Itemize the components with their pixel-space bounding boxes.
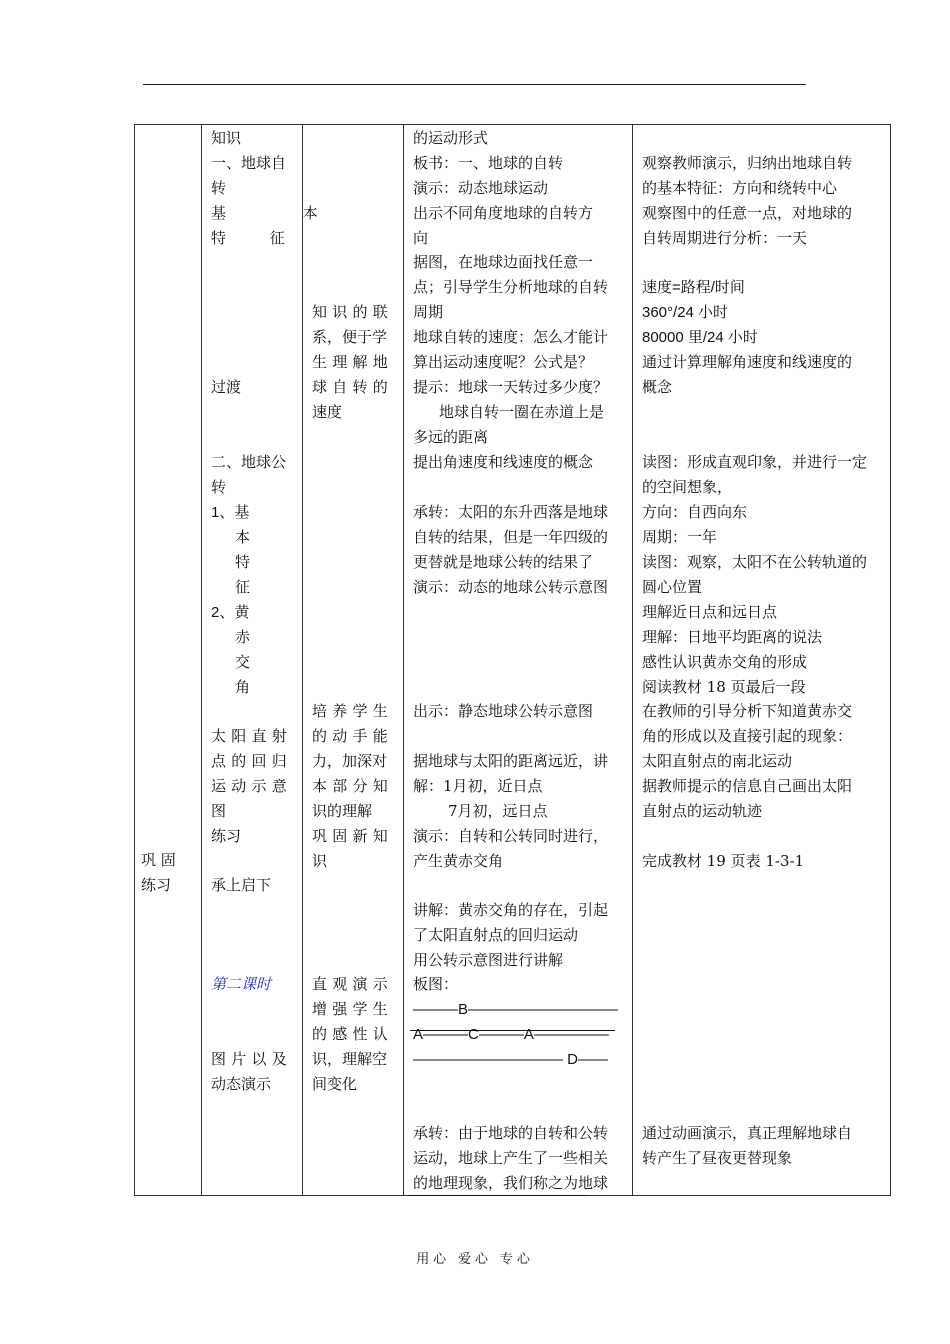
teacher-line: 点；引导学生分析地球的自转 bbox=[413, 278, 609, 296]
content-line: 转 bbox=[211, 179, 227, 197]
student-line: 转产生了昼夜更替现象 bbox=[642, 1149, 793, 1167]
content-line: 点的回归 bbox=[211, 752, 293, 770]
content-line: 1、基 bbox=[211, 504, 250, 521]
purpose-line: 识的理解 bbox=[312, 802, 373, 820]
purpose-line: 识 bbox=[312, 852, 328, 870]
teacher-line: 的运动形式 bbox=[413, 129, 489, 147]
student-line: 通过计算理解角速度和线速度的 bbox=[642, 353, 853, 371]
teacher-line: 地球自转的速度：怎么才能计 bbox=[413, 328, 609, 346]
student-line: 据教师提示的信息自己画出太阳 bbox=[642, 777, 853, 795]
teacher-line: 的地理现象，我们称之为地球 bbox=[413, 1174, 609, 1192]
student-line: 读图：观察，太阳不在公转轨道的 bbox=[642, 553, 868, 571]
board-diagram-rule bbox=[410, 1030, 615, 1031]
purpose-line: 速度 bbox=[312, 403, 343, 421]
purpose-line: 增强学生 bbox=[312, 1000, 394, 1018]
teacher-line: 7月初，远日点 bbox=[448, 802, 548, 820]
purpose-line: 的感性认 bbox=[312, 1025, 394, 1043]
board-diagram-line: —————————— D—— bbox=[413, 1051, 608, 1068]
teacher-line: 据地球与太阳的距离远近，讲 bbox=[413, 752, 609, 770]
content-line: 图片以及 bbox=[211, 1050, 293, 1068]
teacher-line: 向 bbox=[413, 229, 429, 247]
bottom-rule bbox=[408, 1195, 586, 1196]
teacher-line: 提出角速度和线速度的概念 bbox=[413, 453, 594, 471]
teacher-line: 出示不同角度地球的自转方 bbox=[413, 204, 594, 222]
teacher-line: 产生黄赤交角 bbox=[413, 852, 504, 870]
purpose-line: 识，理解空 bbox=[312, 1050, 388, 1068]
lesson-two-label: 第二课时 bbox=[211, 975, 272, 993]
student-line: 在教师的引导分析下知道黄赤交 bbox=[642, 702, 853, 720]
student-line: 阅读教材 18 页最后一段 bbox=[642, 678, 806, 696]
student-line: 的空间想象， bbox=[642, 478, 733, 496]
content-line: 练习 bbox=[211, 827, 242, 845]
purpose-line: 知识的联 bbox=[312, 303, 394, 321]
content-line: 特 bbox=[235, 553, 251, 571]
student-line: 通过动画演示，真正理解地球自 bbox=[642, 1124, 853, 1142]
student-line: 角的形成以及直接引起的现象： bbox=[642, 727, 853, 745]
student-line: 360°/24 小时 bbox=[642, 304, 729, 321]
teacher-line: 讲解：黄赤交角的存在，引起 bbox=[413, 901, 609, 919]
lesson-plan-table bbox=[134, 124, 891, 1196]
purpose-line: 生理解地 bbox=[312, 353, 394, 371]
purpose-line: 系，便于学 bbox=[312, 328, 388, 346]
student-line: 感性认识黄赤交角的形成 bbox=[642, 653, 808, 671]
content-line: 2、黄 bbox=[211, 604, 250, 621]
teacher-line: 了太阳直射点的回归运动 bbox=[413, 926, 579, 944]
teacher-line: 板书：一、地球的自转 bbox=[413, 154, 564, 172]
purpose-line: 力，加深对 bbox=[312, 752, 388, 770]
student-line: 观察教师演示，归纳出地球自转 bbox=[642, 154, 853, 172]
stage-column bbox=[135, 125, 202, 1196]
student-line: 理解：日地平均距离的说法 bbox=[642, 628, 823, 646]
teacher-line: 算出运动速度呢？公式是？ bbox=[413, 353, 594, 371]
teacher-line: 板图： bbox=[413, 975, 459, 993]
teacher-line: 用公转示意图进行讲解 bbox=[413, 951, 564, 969]
student-activity-column bbox=[633, 125, 891, 1196]
teacher-line: 多远的距离 bbox=[413, 428, 489, 446]
teacher-line: 演示：自转和公转同时进行， bbox=[413, 827, 609, 845]
teacher-line: 运动，地球上产生了一些相关 bbox=[413, 1149, 609, 1167]
header-rule bbox=[143, 84, 806, 85]
content-line: 运动示意 bbox=[211, 777, 293, 795]
stage-label: 巩 固 bbox=[141, 851, 176, 869]
teacher-line: 周期 bbox=[413, 303, 444, 321]
teacher-line: 出示：静态地球公转示意图 bbox=[413, 702, 594, 720]
teacher-line: 承转：太阳的东升西落是地球 bbox=[413, 503, 609, 521]
student-line: 方向：自西向东 bbox=[642, 503, 748, 521]
purpose-line: 培养学生 bbox=[312, 702, 394, 720]
student-line: 80000 里/24 小时 bbox=[642, 329, 758, 346]
teacher-line: 自转的结果，但是一年四级的 bbox=[413, 528, 609, 546]
student-line: 周期：一年 bbox=[642, 528, 718, 546]
content-line: 特 征 bbox=[211, 229, 305, 247]
content-line: 赤 bbox=[235, 628, 251, 646]
purpose-line: 本部分知 bbox=[312, 777, 394, 795]
stage-label: 练习 bbox=[141, 876, 172, 894]
content-line: 动态演示 bbox=[211, 1075, 272, 1093]
student-line: 的基本特征：方向和绕转中心 bbox=[642, 179, 838, 197]
teacher-activity-column bbox=[404, 125, 633, 1196]
content-line: 征 bbox=[235, 578, 251, 596]
student-line: 太阳直射点的南北运动 bbox=[642, 752, 793, 770]
teacher-line: 更替就是地球公转的结果了 bbox=[413, 553, 594, 571]
student-line: 观察图中的任意一点，对地球的 bbox=[642, 204, 853, 222]
student-line: 自转周期进行分析：一天 bbox=[642, 229, 808, 247]
content-line: 一、地球自 bbox=[211, 154, 287, 172]
student-line: 概念 bbox=[642, 378, 673, 396]
purpose-line: 的动手能 bbox=[312, 727, 394, 745]
content-line: 基 本 bbox=[211, 204, 354, 222]
content-line: 过渡 bbox=[211, 378, 242, 396]
teacher-line: 据图，在地球边面找任意一 bbox=[413, 253, 594, 271]
content-line: 太阳直射 bbox=[211, 727, 293, 745]
student-line: 直射点的运动轨迹 bbox=[642, 802, 763, 820]
purpose-column bbox=[303, 125, 404, 1196]
table-row bbox=[135, 125, 891, 1196]
student-line: 完成教材 19 页表 1-3-1 bbox=[642, 852, 805, 870]
teacher-line: 承转：由于地球的自转和公转 bbox=[413, 1124, 609, 1142]
teacher-line: 解：1月初，近日点 bbox=[413, 777, 543, 795]
teacher-line: 演示：动态地球运动 bbox=[413, 179, 549, 197]
purpose-line: 球自转的 bbox=[312, 378, 394, 396]
board-diagram-line: A———C———A————— bbox=[413, 1026, 609, 1043]
content-line: 二、地球公 bbox=[211, 453, 287, 471]
purpose-line: 直观演示 bbox=[312, 975, 394, 993]
content-line: 图 bbox=[211, 802, 227, 820]
teacher-line: 演示：动态的地球公转示意图 bbox=[413, 578, 609, 596]
content-line: 本 bbox=[235, 528, 251, 546]
teacher-line: 地球自转一圈在赤道上是 bbox=[439, 403, 605, 421]
student-line: 圆心位置 bbox=[642, 578, 703, 596]
content-line: 知识 bbox=[211, 129, 242, 147]
purpose-line: 巩固新知 bbox=[312, 827, 394, 845]
content-line: 承上启下 bbox=[211, 876, 272, 894]
content-line: 交 bbox=[235, 653, 251, 671]
content-line: 角 bbox=[235, 678, 251, 696]
student-line: 速度=路程/时间 bbox=[642, 279, 745, 296]
purpose-line: 间变化 bbox=[312, 1075, 358, 1093]
content-line: 转 bbox=[211, 478, 227, 496]
student-line: 理解近日点和远日点 bbox=[642, 603, 778, 621]
page-footer: 用心 爱心 专心 bbox=[416, 1252, 534, 1267]
board-diagram-line: ———B—————————— bbox=[413, 1001, 619, 1018]
student-line: 读图：形成直观印象，并进行一定 bbox=[642, 453, 868, 471]
teacher-line: 提示：地球一天转过多少度？ bbox=[413, 378, 609, 396]
